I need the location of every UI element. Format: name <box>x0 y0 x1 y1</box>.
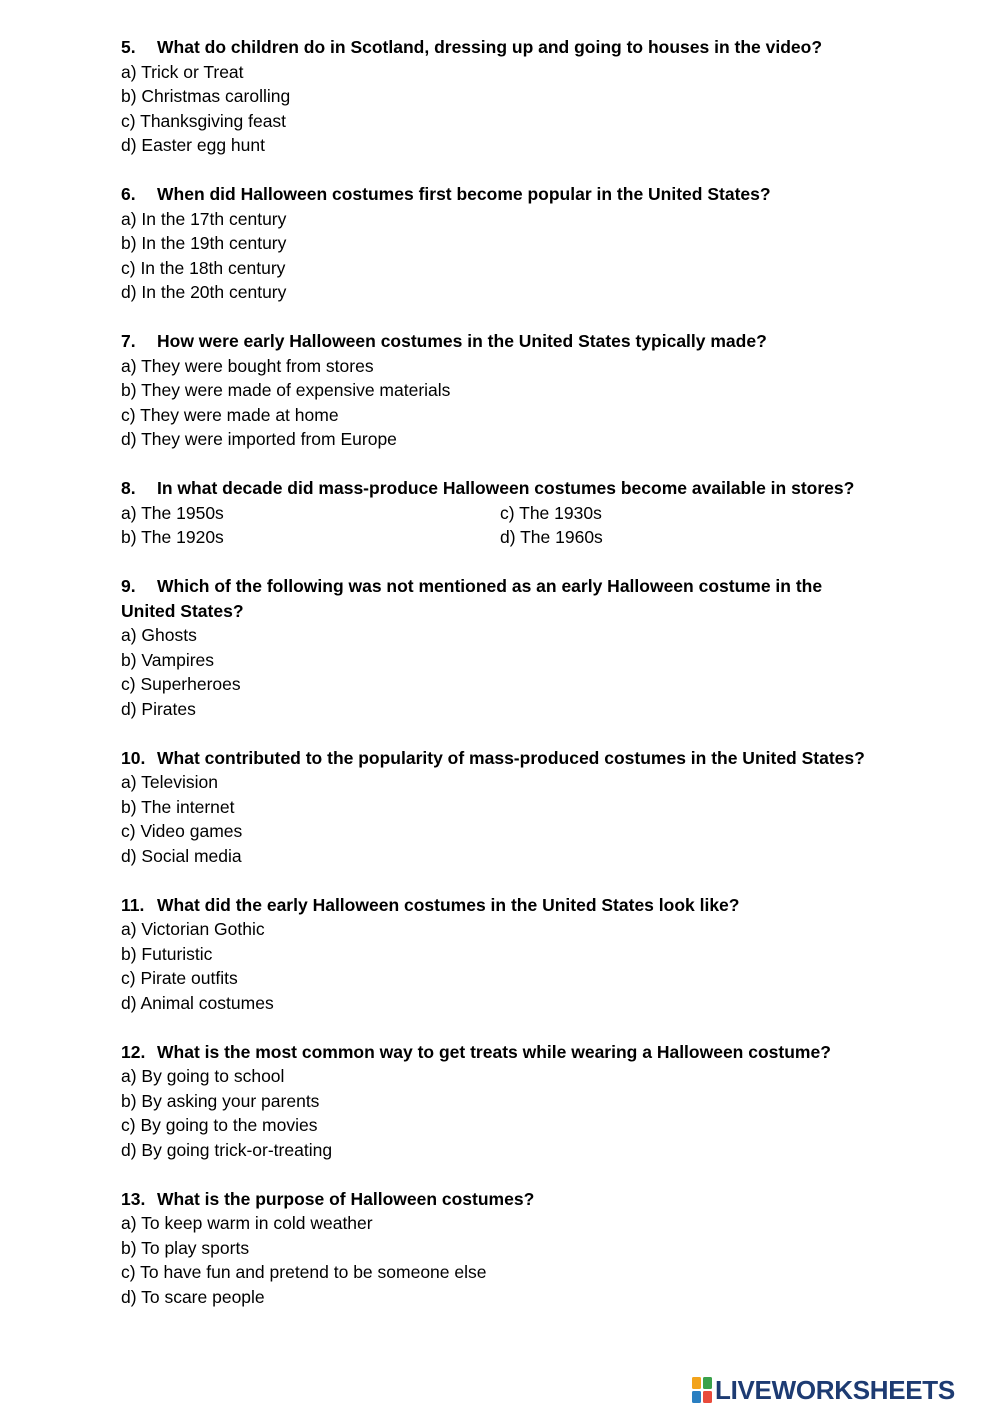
question-text: How were early Halloween costumes in the United States typically made? <box>157 331 767 351</box>
question-text: What contributed to the popularity of mass-produced costumes in the United States? <box>157 747 865 768</box>
answer-option[interactable]: b) The 1920s <box>121 527 224 547</box>
question-block <box>121 182 881 305</box>
question-number: 11. <box>121 894 145 915</box>
question-number: 12. <box>121 1041 146 1062</box>
answer-option[interactable]: a) They were bought from stores <box>121 355 374 376</box>
question-number: 10. <box>121 747 146 768</box>
answer-option[interactable]: c) The 1930s <box>500 502 602 523</box>
answer-options <box>121 207 881 305</box>
brand-name: LIVEWORKSHEETS <box>715 1375 955 1405</box>
question-block <box>121 746 881 869</box>
answer-option[interactable]: a) In the 17th century <box>121 208 287 229</box>
question-text: Which of the following was not mentioned as an early Halloween costume in the United States? <box>121 576 823 621</box>
question-block <box>121 476 881 550</box>
answer-option[interactable]: d) To scare people <box>121 1286 265 1307</box>
answer-options <box>121 1211 881 1309</box>
question-text: What is the most common way to get treats while wearing a Halloween costume? <box>157 1041 831 1062</box>
worksheet <box>121 35 881 1334</box>
answer-option[interactable]: d) They were imported from Europe <box>121 429 397 449</box>
question-text: What do children do in Scotland, dressing up and going to houses in the video? <box>157 37 823 57</box>
answer-options <box>121 623 881 721</box>
answer-option[interactable]: c) Superheroes <box>121 674 241 694</box>
question-block <box>121 35 881 158</box>
answer-option[interactable]: a) Victorian Gothic <box>121 919 265 939</box>
question-title <box>121 476 881 501</box>
answer-option[interactable]: c) To have fun and pretend to be someone else <box>121 1262 487 1282</box>
answer-option[interactable]: b) Vampires <box>121 649 215 670</box>
question-block <box>121 1187 881 1310</box>
question-number: 8. <box>121 478 136 498</box>
answer-option[interactable]: c) Pirate outfits <box>121 968 238 988</box>
question-block <box>121 574 881 721</box>
answer-options <box>121 60 881 158</box>
question-title <box>121 1187 881 1212</box>
answer-options <box>121 501 881 550</box>
answer-option[interactable]: a) Trick or Treat <box>121 61 244 82</box>
question-number: 9. <box>121 576 136 596</box>
answer-option[interactable]: d) Social media <box>121 845 242 866</box>
answer-option[interactable]: d) In the 20th century <box>121 282 287 302</box>
answer-option[interactable]: d) Animal costumes <box>121 992 274 1013</box>
logo-block-2 <box>703 1377 712 1389</box>
question-text: What did the early Halloween costumes in the United States look like? <box>157 894 740 915</box>
answer-option[interactable]: c) Video games <box>121 821 243 841</box>
answer-option[interactable]: d) By going trick-or-treating <box>121 1139 333 1160</box>
answer-options <box>121 917 881 1015</box>
question-number: 5. <box>121 37 136 57</box>
question-text: When did Halloween costumes first become popular in the United States? <box>157 184 771 204</box>
question-title <box>121 746 881 771</box>
answer-option[interactable]: a) To keep warm in cold weather <box>121 1213 373 1233</box>
question-block <box>121 1040 881 1163</box>
liveworksheets-logo-icon <box>692 1377 712 1403</box>
question-text: What is the purpose of Halloween costumes? <box>157 1188 535 1209</box>
question-title <box>121 1040 881 1065</box>
answer-option[interactable]: c) By going to the movies <box>121 1115 318 1135</box>
question-number: 6. <box>121 184 136 204</box>
answer-option[interactable]: b) By asking your parents <box>121 1090 320 1111</box>
question-title <box>121 574 881 623</box>
answer-options <box>121 1064 881 1162</box>
answer-option[interactable]: c) Thanksgiving feast <box>121 110 287 131</box>
answer-option[interactable]: a) The 1950s <box>121 502 224 523</box>
answer-option[interactable]: d) The 1960s <box>500 527 603 547</box>
logo-block-3 <box>692 1391 701 1403</box>
question-title <box>121 182 881 207</box>
answer-option[interactable]: b) Futuristic <box>121 943 213 964</box>
answer-option[interactable]: d) Pirates <box>121 698 196 719</box>
question-text: In what decade did mass-produce Halloween costumes become available in stores? <box>157 478 855 498</box>
answer-option[interactable]: b) The internet <box>121 796 235 817</box>
question-title <box>121 35 881 60</box>
logo-block-4 <box>703 1391 712 1403</box>
question-block <box>121 893 881 1016</box>
answer-option[interactable]: c) In the 18th century <box>121 257 286 278</box>
answer-option[interactable]: c) They were made at home <box>121 404 339 425</box>
question-title <box>121 329 881 354</box>
answer-option[interactable]: a) By going to school <box>121 1066 285 1086</box>
answer-option[interactable]: d) Easter egg hunt <box>121 135 265 155</box>
answer-option[interactable]: a) Ghosts <box>121 625 197 645</box>
answer-option[interactable]: b) In the 19th century <box>121 233 287 253</box>
answer-option[interactable]: b) Christmas carolling <box>121 86 291 106</box>
logo-block-1 <box>692 1377 701 1389</box>
question-number: 7. <box>121 331 136 351</box>
question-number: 13. <box>121 1188 146 1209</box>
answer-options <box>121 354 881 452</box>
brand-footer <box>692 1376 955 1404</box>
answer-option[interactable]: b) To play sports <box>121 1237 250 1258</box>
answer-option[interactable]: a) Television <box>121 772 218 792</box>
answer-option[interactable]: b) They were made of expensive materials <box>121 380 451 400</box>
answer-options <box>121 770 881 868</box>
question-block <box>121 329 881 452</box>
question-title <box>121 893 881 918</box>
